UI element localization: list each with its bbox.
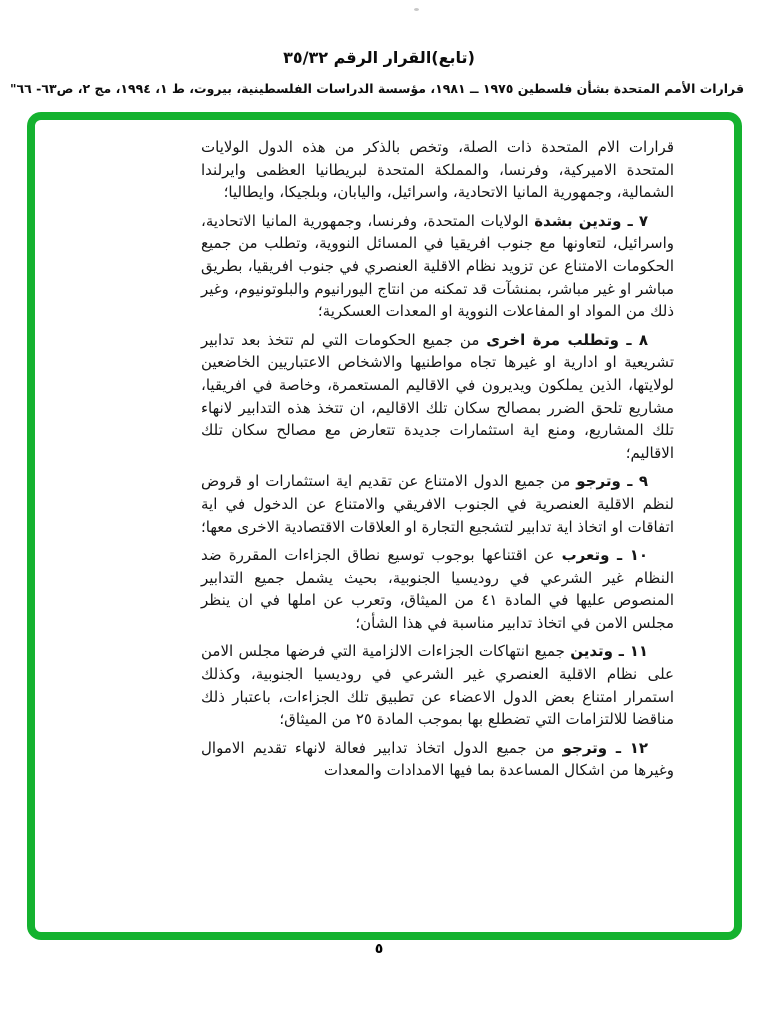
paragraph-number: ٩ ـ	[620, 472, 648, 491]
paragraph-number: ١٢ ـ	[607, 738, 648, 757]
paragraph-text: من جميع الدول الامتناع عن تقديم اية استثمارات او قروض لنظم الاقلية العنصرية في الجنوب الافريقي والامتناع عن الدخول في اية اتفاقات او اتخاذ اية تدابير لتشجيع التجارة او العلاقات الاقتصادية الاخرى معها؛	[201, 472, 674, 536]
paragraph-lead: وتعرب	[561, 546, 610, 565]
resolution-paragraph	[201, 210, 674, 323]
citation-line: قرارات الأمم المتحدة بشأن فلسطين ١٩٧٥ ــ ١٩٨١، مؤسسة الدراسات الفلسطينية، بيروت، ط ١، ١٩٩٤، مج ٢، ص٦٣- ٦٦"	[9, 81, 744, 96]
paragraph-lead: وتدين	[570, 642, 613, 661]
page-number: ٥	[374, 941, 384, 957]
paragraph-lead: وترجو	[576, 472, 621, 491]
resolution-paragraph	[201, 470, 674, 538]
resolution-paragraph	[201, 329, 674, 465]
paragraph-number: ٨ ـ	[619, 330, 648, 349]
paragraph-lead: وتطلب مرة اخرى	[486, 330, 620, 349]
resolution-paragraph	[201, 640, 674, 730]
paragraph-lead: وتدين بشدة	[534, 211, 622, 230]
content-border-box	[27, 112, 742, 940]
scan-artifact-dot	[414, 8, 419, 11]
resolution-paragraph	[201, 737, 674, 782]
paragraph-text: عن اقتناعها بوجوب توسيع نطاق الجزاءات المقررة ضد النظام غير الشرعي في روديسيا الجنوبية، بحيث يشمل جميع التدابير المنصوص عليها في المادة ٤١ من الميثاق، وتعرب عن املها في ان ينظر مجلس الامن في اتخاذ تدابير مناسبة في هذا الشأن؛	[201, 546, 674, 632]
resolution-text-column	[201, 136, 674, 788]
paragraph-number: ١١ ـ	[613, 642, 649, 661]
paragraph-text: جميع انتهاكات الجزاءات الالزامية التي فرضها مجلس الامن على نظام الاقلية العنصري غير الشرعي في روديسيا الجنوبية، وكذلك استمرار امتناع بعض الدول الاعضاء عن تطبيق تلك الجزاءات، باعتبار ذلك مناقضا للالتزامات التي تضطلع بها بموجب المادة ٢٥ من الميثاق؛	[201, 642, 674, 729]
paragraph-number: ١٠ ـ	[609, 546, 649, 565]
paragraph-text: من جميع الحكومات التي لم تتخذ بعد تدابير تشريعية او ادارية او غيرها تجاه مواطنيها والاشخاص الاعتباريين الخاضعين لولايتها، الذين يملكون ويديرون في الاقاليم المستعمرة، وخاصة في افريقيا، مشاريع تلحق الضرر بمصالح سكان تلك الاقاليم، ان تتخذ هذه التدابير لانهاء تلك المشاريع، ومنع اية استثمارات جديدة تتعارض مع مصالح سكان تلك الاقاليم؛	[201, 330, 674, 462]
paragraph-text: قرارات الام المتحدة ذات الصلة، وتخص بالذكر من هذه الدول الولايات المتحدة الاميركية، وفرنسا، والمملكة المتحدة لبريطانيا العظمى وايرلندا الشمالية، وجمهورية المانيا الاتحادية، واسرائيل، واليابان، وبلجيكا، وايطاليا؛	[201, 138, 674, 202]
resolution-paragraph	[201, 544, 674, 634]
paragraph-text: الولايات المتحدة، وفرنسا، وجمهورية المانيا الاتحادية، واسرائيل، لتعاونها مع جنوب افريقيا في المسائل النووية، وتطلب من جميع الحكومات الامتناع عن تزويد نظام الاقلية العنصري في جنوب افريقيا، بطريق مباشر او غير مباشر، بمنشآت قد تمكنه من انتاج اليورانيوم والبلوتونيوم، وغير ذلك من المواد او المفاعلات النووية او المعدات العسكرية؛	[201, 211, 674, 321]
paragraph-text: من جميع الدول اتخاذ تدابير فعالة لانهاء تقديم الاموال وغيرها من اشكال المساعدة بما فيها الامدادات والمعدات	[201, 738, 674, 780]
paragraph-lead: وترجو	[562, 738, 608, 757]
paragraph-number: ٧ ـ	[621, 211, 649, 230]
resolution-paragraph	[201, 136, 674, 204]
page-title: (تابع)القرار الرقم ٣٥/٣٢	[283, 48, 475, 67]
